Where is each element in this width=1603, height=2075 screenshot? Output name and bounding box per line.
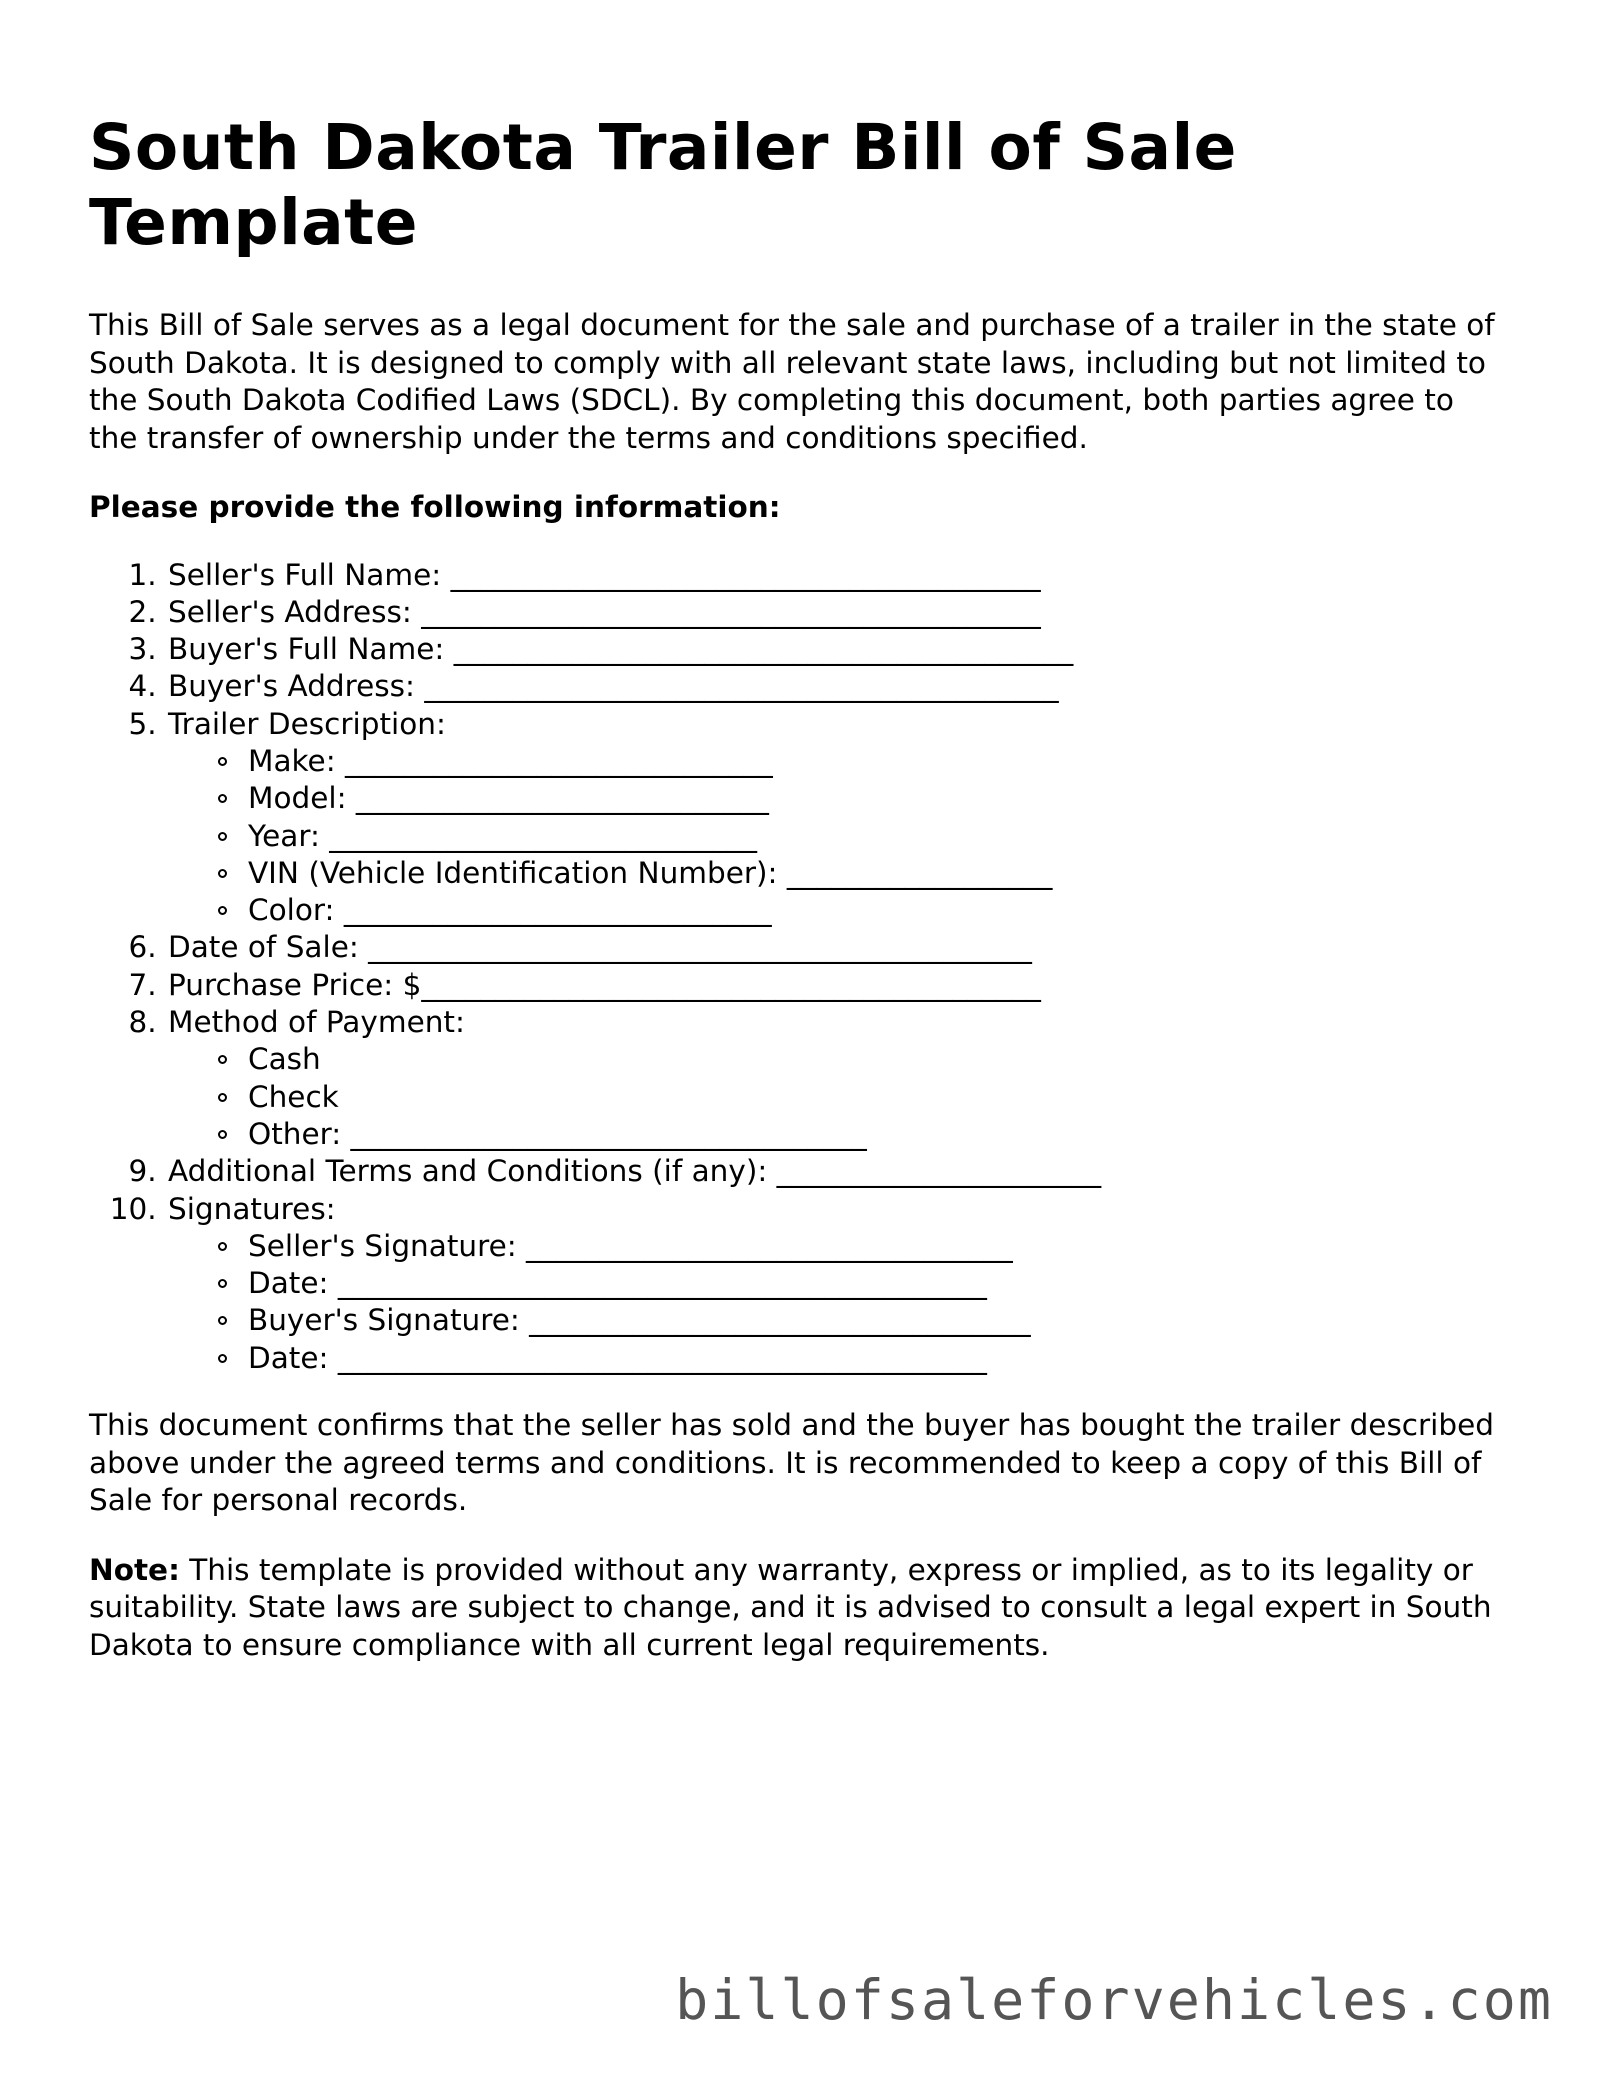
additional-terms-field[interactable]: 9. Additional Terms and Conditions (if any): ______________________ — [166, 1153, 1509, 1190]
document-title: South Dakota Trailer Bill of Sale Template — [89, 111, 1237, 259]
trailer-description-list — [168, 743, 1509, 929]
closing-paragraph: This document confirms that the seller has sold and the buyer has bought the trailer described above under the agreed terms and conditions. It is recommended to keep a copy of this Bill of Sale for personal records. — [89, 1408, 1494, 1518]
buyer-signature-field[interactable]: Buyer's Signature: __________________________________ — [248, 1302, 1509, 1339]
seller-name-field[interactable]: 1. Seller's Full Name: ________________________________________ — [166, 557, 1509, 594]
model-field[interactable]: Model: ____________________________ — [248, 780, 1509, 817]
info-prompt: Please provide the following information: — [89, 490, 781, 524]
note-text: This template is provided without any warranty, express or implied, as to its legality or suitability. State laws are subject to change, and it is advised to consult a legal expert in South Dakota to ensure compliance with all current legal requirements. — [89, 1552, 1492, 1662]
signatures-label: Signatures: — [168, 1191, 336, 1226]
payment-option-check[interactable]: Check — [248, 1079, 1509, 1116]
info-list — [89, 557, 1509, 1378]
purchase-price-field[interactable]: 7. Purchase Price: $__________________________________________ — [166, 967, 1509, 1004]
payment-method-item — [166, 1004, 1509, 1153]
intro-paragraph: This Bill of Sale serves as a legal document for the sale and purchase of a trailer in the state of South Dakota. It is designed to comply with all relevant state laws, including but not limited to the South Dakota Codified Laws (SDCL). By completing this document, both parties agree to the transfer of ownership under the terms and conditions specified. — [89, 308, 1495, 455]
payment-option-other[interactable]: Other: ___________________________________ — [248, 1116, 1509, 1153]
signatures-list — [168, 1228, 1509, 1377]
vin-field[interactable]: VIN (Vehicle Identification Number): __________________ — [248, 855, 1509, 892]
note-label: Note: — [89, 1552, 180, 1587]
make-field[interactable]: Make: _____________________________ — [248, 743, 1509, 780]
year-field[interactable]: Year: _____________________________ — [248, 818, 1509, 855]
payment-method-label: Method of Payment: — [168, 1005, 465, 1040]
note-paragraph — [89, 1552, 1509, 1665]
seller-address-field[interactable]: 2. Seller's Address: __________________________________________ — [166, 594, 1509, 631]
document-page — [89, 110, 1509, 1664]
buyer-date-field[interactable]: Date: ____________________________________________ — [248, 1340, 1509, 1377]
trailer-description-item — [166, 706, 1509, 930]
trailer-description-label: Trailer Description: — [168, 706, 446, 741]
payment-method-list — [168, 1041, 1509, 1153]
color-field[interactable]: Color: _____________________________ — [248, 892, 1509, 929]
buyer-name-field[interactable]: 3. Buyer's Full Name: __________________________________________ — [166, 631, 1509, 668]
date-of-sale-field[interactable]: 6. Date of Sale: _____________________________________________ — [166, 929, 1509, 966]
buyer-address-field[interactable]: 4. Buyer's Address: ___________________________________________ — [166, 668, 1509, 705]
payment-option-cash[interactable]: Cash — [248, 1041, 1509, 1078]
seller-signature-field[interactable]: Seller's Signature: _________________________________ — [248, 1228, 1509, 1265]
signatures-item — [166, 1191, 1509, 1377]
seller-date-field[interactable]: Date: ____________________________________________ — [248, 1265, 1509, 1302]
watermark: billofsaleforvehicles.com — [675, 1968, 1553, 2032]
